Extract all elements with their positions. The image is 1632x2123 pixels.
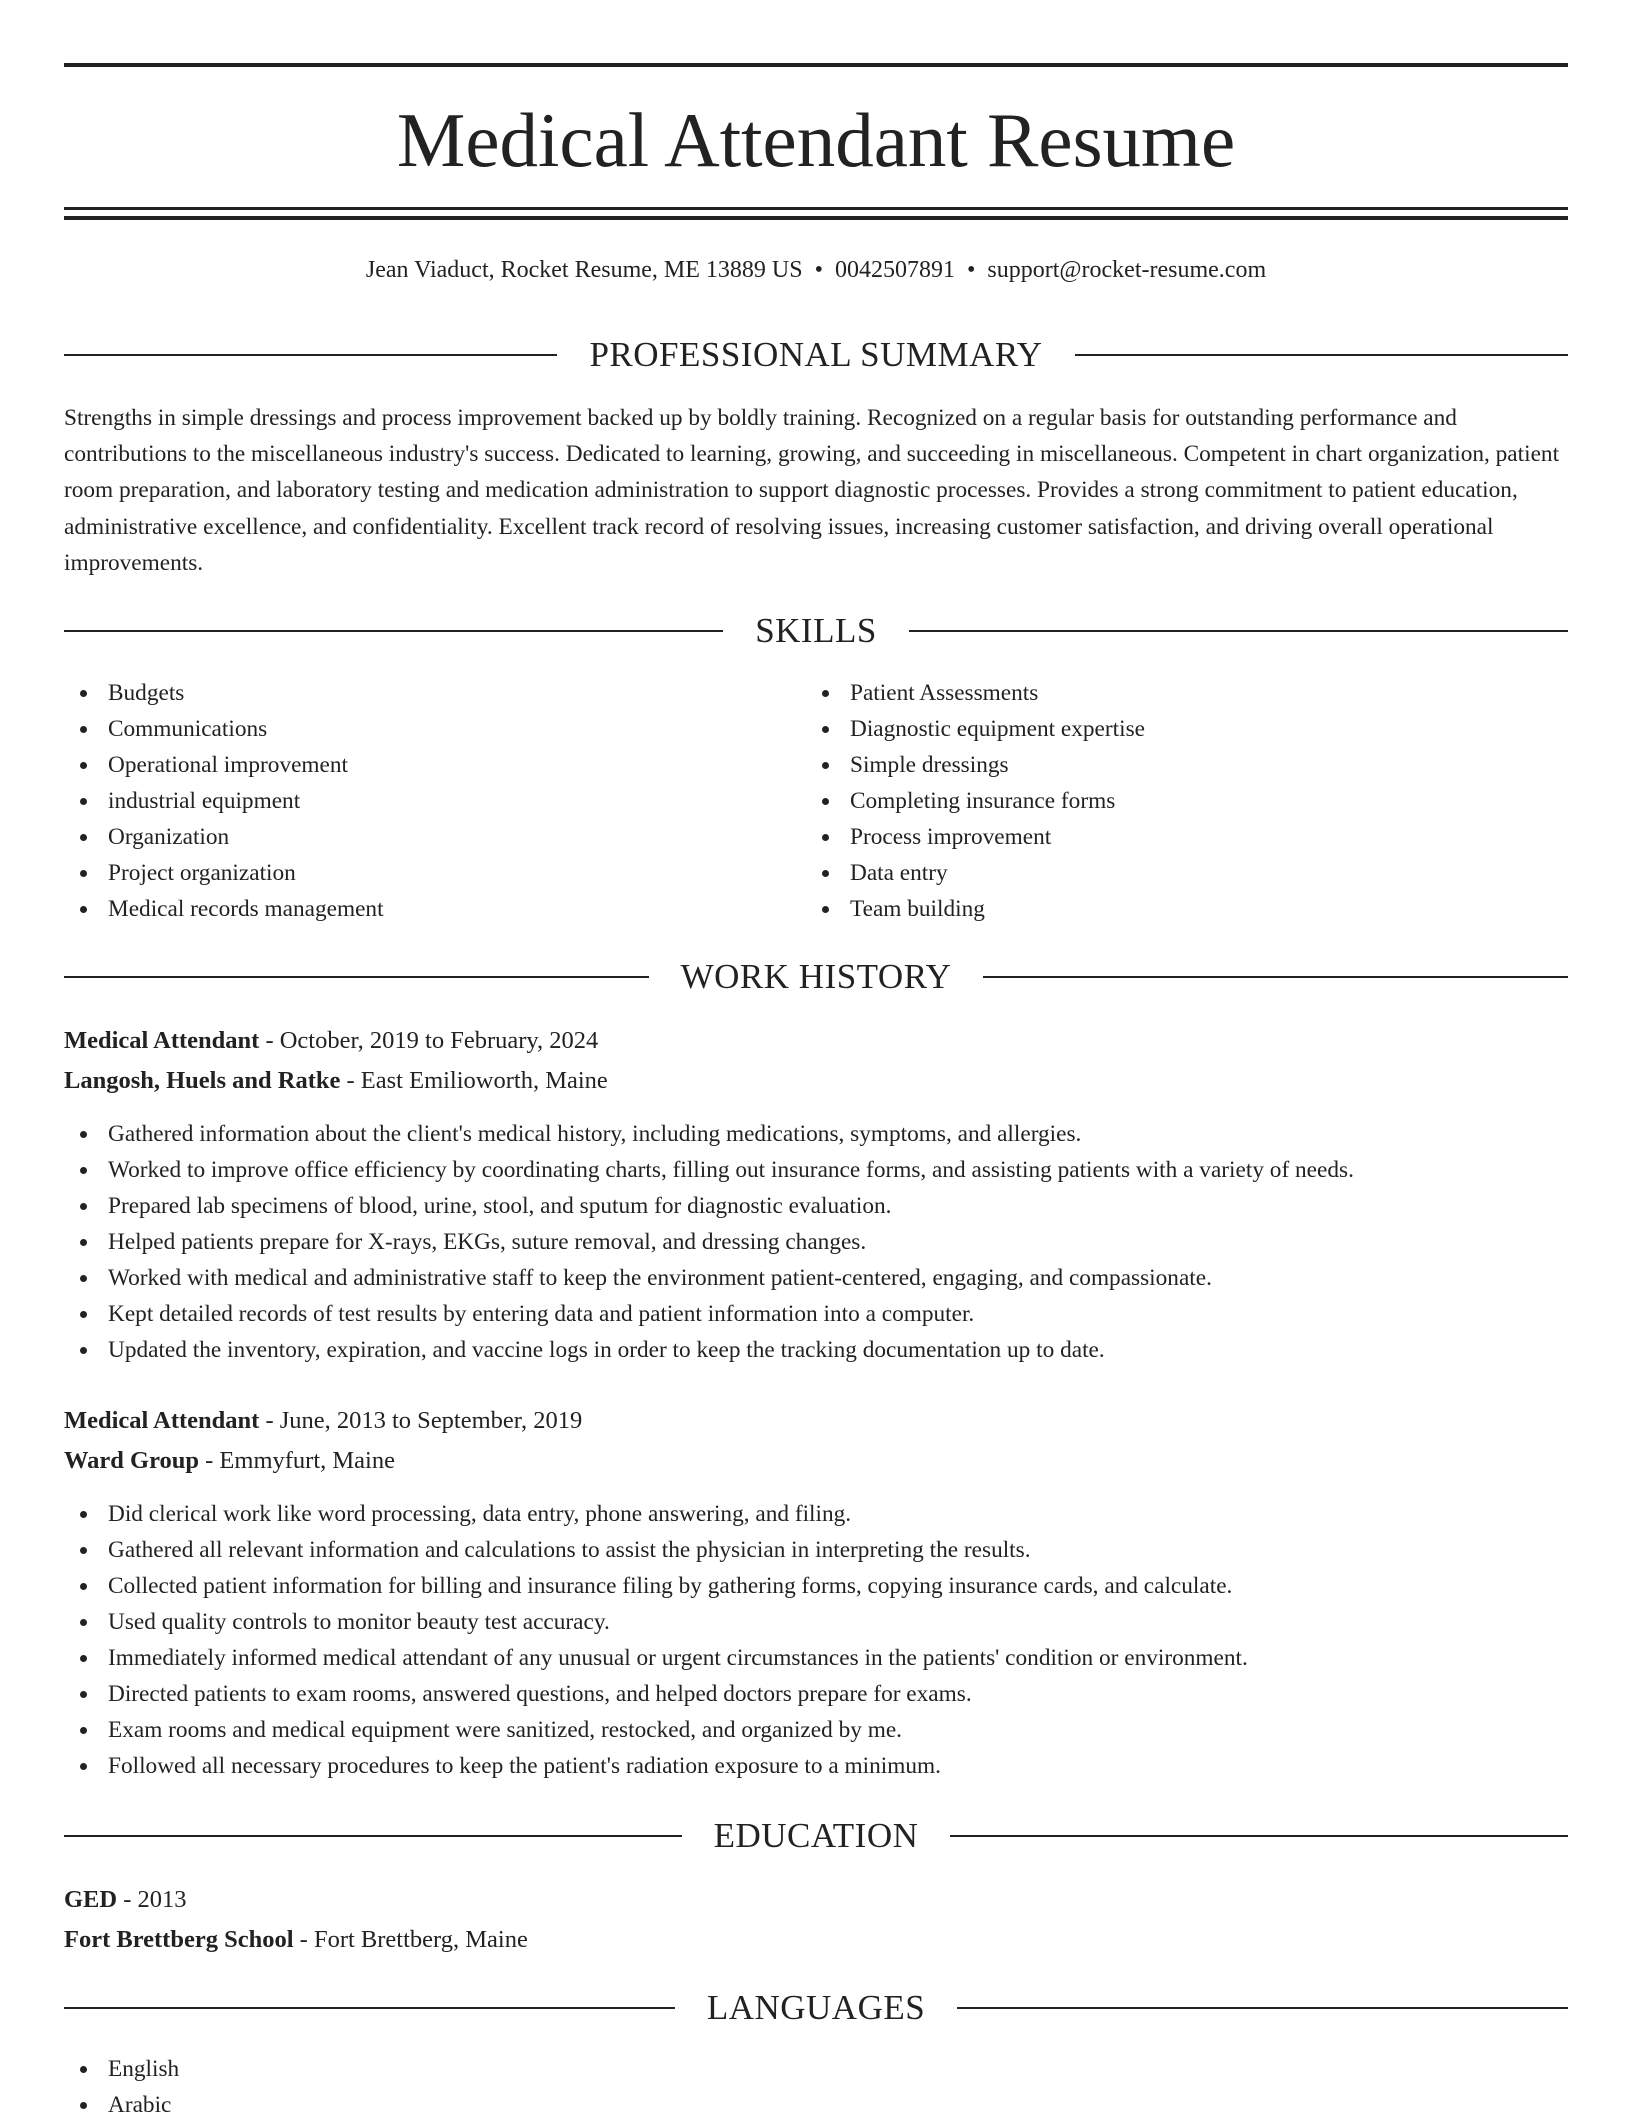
- skill-item: Patient Assessments: [806, 675, 1145, 711]
- section-title: PROFESSIONAL SUMMARY: [589, 335, 1043, 374]
- degree-year: - 2013: [117, 1886, 187, 1913]
- duty-item: Exam rooms and medical equipment were sanitized, restocked, and organized by me.: [64, 1712, 1248, 1748]
- heading-rule: [64, 976, 649, 978]
- school-location: - Fort Brettberg, Maine: [293, 1926, 528, 1953]
- skill-item: industrial equipment: [64, 783, 384, 819]
- duty-item: Followed all necessary procedures to keep the patient's radiation exposure to a minimum.: [64, 1748, 1248, 1784]
- employer-line: [64, 1063, 608, 1099]
- title-double-rule: [64, 207, 1568, 220]
- contact-separator: •: [814, 257, 824, 283]
- heading-rule: [64, 2007, 675, 2009]
- skill-item: Budgets: [64, 675, 384, 711]
- duty-item: Kept detailed records of test results by entering data and patient information into a computer.: [64, 1296, 1354, 1332]
- job-duties-list: [64, 1496, 1248, 1784]
- heading-rule: [64, 354, 557, 356]
- heading-rule: [909, 630, 1568, 632]
- summary-text: Strengths in simple dressings and process improvement backed up by boldly training. Recognized on a regular basis for outstanding performance and contributions to the miscellaneous industry's success. Dedicated to learning, growing, and succeeding in miscellaneous. Competent in chart organization, patient room preparation, and laboratory testing and medication administration to support diagnostic processes. Provides a strong commitment to patient education, administrative excellence, and confidentiality. Excellent track record of resolving issues, increasing customer satisfaction, and driving overall operational improvements.: [64, 405, 1560, 576]
- duty-item: Gathered all relevant information and calculations to assist the physician in interpreting the results.: [64, 1532, 1248, 1568]
- job-title: Medical Attendant: [64, 1407, 260, 1434]
- job-title: Medical Attendant: [64, 1027, 260, 1054]
- heading-rule: [983, 976, 1568, 978]
- job-dates: - October, 2019 to February, 2024: [259, 1027, 599, 1054]
- language-item: English: [64, 2051, 179, 2087]
- section-title: WORK HISTORY: [680, 957, 952, 996]
- duty-item: Collected patient information for billing and insurance filing by gathering forms, copying insurance cards, and calculate.: [64, 1568, 1248, 1604]
- duty-item: Did clerical work like word processing, data entry, phone answering, and filing.: [64, 1496, 1248, 1532]
- school-name: Fort Brettberg School: [64, 1926, 294, 1953]
- skill-item: Data entry: [806, 855, 1145, 891]
- section-title: SKILLS: [755, 611, 877, 650]
- heading-rule: [64, 1835, 682, 1837]
- languages-list: [64, 2051, 179, 2123]
- resume-title: Medical Attendant Resume: [396, 97, 1236, 183]
- language-item: Arabic: [64, 2087, 179, 2123]
- skills-list-right: [806, 675, 1145, 927]
- skill-item: Communications: [64, 711, 384, 747]
- heading-rule: [1075, 354, 1568, 356]
- job-title-line: [64, 1023, 598, 1059]
- duty-item: Worked with medical and administrative staff to keep the environment patient-centered, engaging, and compassionate.: [64, 1260, 1354, 1296]
- employer-line: [64, 1443, 395, 1479]
- skill-item: Simple dressings: [806, 747, 1145, 783]
- job-dates: - June, 2013 to September, 2019: [259, 1407, 583, 1434]
- employer-name: Langosh, Huels and Ratke: [64, 1067, 341, 1094]
- employer-location: - East Emilioworth, Maine: [340, 1067, 608, 1094]
- contact-line: [64, 254, 1568, 286]
- languages-heading: [64, 1986, 1568, 2030]
- duty-item: Immediately informed medical attendant of any unusual or urgent circumstances in the patients' condition or environment.: [64, 1640, 1248, 1676]
- heading-rule: [957, 2007, 1568, 2009]
- duty-item: Prepared lab specimens of blood, urine, stool, and sputum for diagnostic evaluation.: [64, 1188, 1354, 1224]
- summary-heading: [64, 333, 1568, 377]
- skill-item: Team building: [806, 891, 1145, 927]
- section-title: EDUCATION: [713, 1816, 919, 1855]
- contact-separator: •: [967, 257, 976, 283]
- duty-item: Directed patients to exam rooms, answered questions, and helped doctors prepare for exams.: [64, 1676, 1248, 1712]
- degree-line: [64, 1882, 187, 1918]
- skills-heading: [64, 609, 1568, 653]
- skills-list-left: [64, 675, 384, 927]
- heading-rule: [950, 1835, 1568, 1837]
- duty-item: Worked to improve office efficiency by coordinating charts, filling out insurance forms, and assisting patients with a variety of needs.: [64, 1152, 1354, 1188]
- contact-phone: 0042507891: [835, 257, 956, 283]
- work-history-heading: [64, 955, 1568, 999]
- skill-item: Diagnostic equipment expertise: [806, 711, 1145, 747]
- education-heading: [64, 1814, 1568, 1858]
- duty-item: Helped patients prepare for X-rays, EKGs, suture removal, and dressing changes.: [64, 1224, 1354, 1260]
- duty-item: Updated the inventory, expiration, and vaccine logs in order to keep the tracking documentation up to date.: [64, 1332, 1354, 1368]
- contact-email: support@rocket-resume.com: [987, 257, 1267, 283]
- skill-item: Process improvement: [806, 819, 1145, 855]
- school-line: [64, 1922, 528, 1958]
- section-title: LANGUAGES: [706, 1988, 926, 2027]
- skill-item: Project organization: [64, 855, 384, 891]
- job-title-line: [64, 1403, 582, 1439]
- employer-name: Ward Group: [64, 1447, 200, 1474]
- contact-address: Jean Viaduct, Rocket Resume, ME 13889 US: [365, 257, 803, 283]
- skill-item: Organization: [64, 819, 384, 855]
- heading-rule: [64, 630, 723, 632]
- skill-item: Medical records management: [64, 891, 384, 927]
- degree-name: GED: [64, 1886, 118, 1913]
- duty-item: Used quality controls to monitor beauty test accuracy.: [64, 1604, 1248, 1640]
- top-rule: [64, 63, 1568, 67]
- job-duties-list: [64, 1116, 1354, 1368]
- employer-location: - Emmyfurt, Maine: [199, 1447, 395, 1474]
- skill-item: Completing insurance forms: [806, 783, 1145, 819]
- duty-item: Gathered information about the client's medical history, including medications, symptoms, and allergies.: [64, 1116, 1354, 1152]
- skill-item: Operational improvement: [64, 747, 384, 783]
